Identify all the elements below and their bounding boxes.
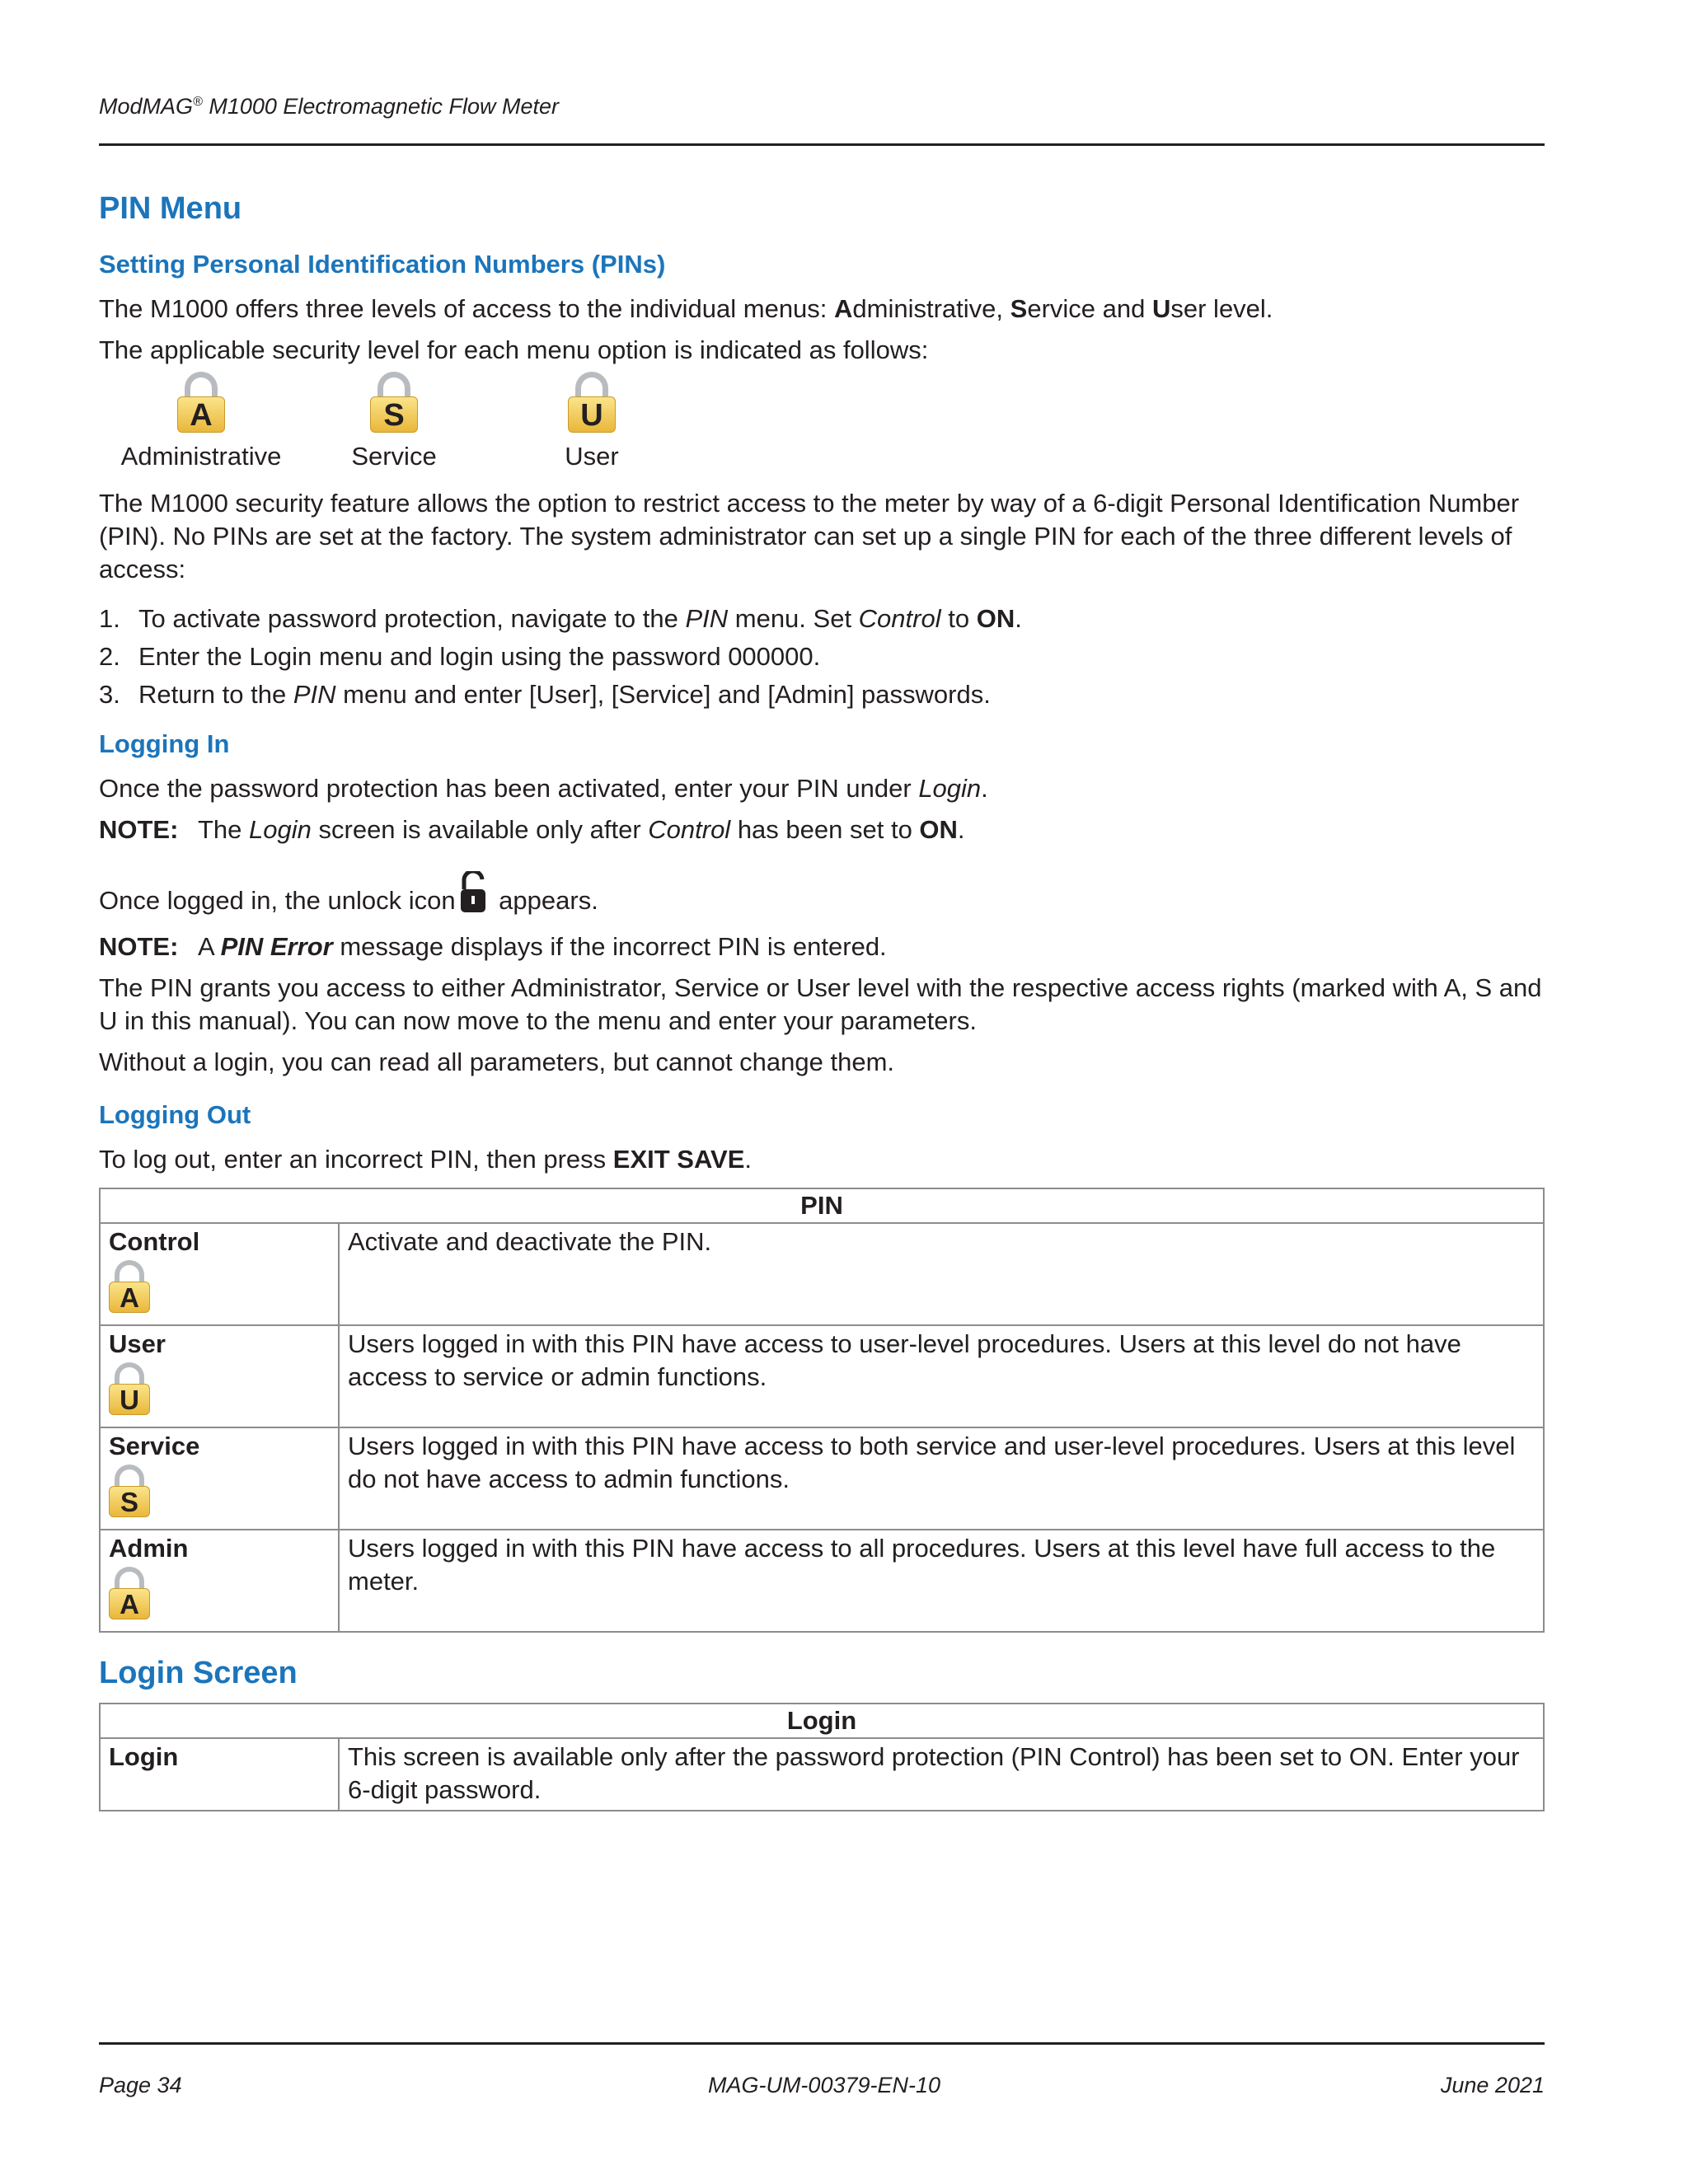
registered-mark: ® [193,95,203,109]
logging-in-paragraph: Once the password protection has been activated, enter your PIN under Login. [99,774,988,803]
row-name: Login [100,1738,339,1811]
legend-service [332,372,456,471]
legend-administrative [119,372,284,471]
pin-table [99,1188,1545,1633]
lock-u-icon: U [568,372,616,433]
section-title-pin-menu: PIN Menu [99,191,242,226]
row-description: Activate and deactivate the PIN. [339,1223,1544,1325]
legend-label: Service [351,442,437,471]
row-description: Users logged in with this PIN have access to all procedures. Users at this level have full access to the meter. [339,1530,1544,1632]
table-header-row [100,1188,1544,1223]
table-row [100,1427,1544,1530]
header-rule [99,143,1545,146]
access-levels-intro: The M1000 offers three levels of access to the individual menus: Administrative, Service and User level. [99,294,1273,323]
running-header [99,94,559,120]
heading-logging-in: Logging In [99,729,230,758]
security-level-legend [99,372,1550,492]
footer-rule [99,2042,1545,2045]
lock-a-icon: A [177,372,225,433]
list-item: 1. To activate password protection, navigate to the PIN menu. Set Control to ON. [99,604,1022,633]
row-name: Admin A [100,1530,339,1632]
heading-logging-out: Logging Out [99,1100,251,1129]
list-item: 2. Enter the Login menu and login using the password 000000. [99,642,821,671]
lock-a-icon: A [109,1260,150,1313]
row-name: Service S [100,1427,339,1530]
page-content [99,191,1550,1811]
row-name: User U [100,1325,339,1427]
security-indicator-intro: The applicable security level for each menu option is indicated as follows: [99,335,929,364]
note-login-availability: NOTE: The Login screen is available only after Control has been set to ON. [99,815,965,844]
note-pin-error: NOTE: A PIN Error message displays if the incorrect PIN is entered. [99,932,887,961]
table-row [100,1325,1544,1427]
header-brand: ModMAG [99,94,194,119]
login-table [99,1703,1545,1811]
access-grants-paragraph: The PIN grants you access to either Administrator, Service or User level with the respective access rights (marked with A, S and U in this manual). You can now move to the menu and enter your parameters. [99,973,1542,1035]
security-feature-paragraph: The M1000 security feature allows the option to restrict access to the meter by way of a 6-digit Personal Identification Number (PIN). No PINs are set at the factory. The system administrator can set up a single PIN for each of the three different levels of access: [99,489,1520,583]
legend-user [542,372,641,471]
lock-u-icon: U [109,1362,150,1415]
table-row [100,1530,1544,1632]
row-description: Users logged in with this PIN have access to both service and user-level procedures. Users at this level do not have access to admin functions. [339,1427,1544,1530]
table-row [100,1223,1544,1325]
logging-out-paragraph: To log out, enter an incorrect PIN, then press EXIT SAVE. [99,1145,753,1174]
footer-date: June 2021 [1440,2073,1545,2097]
section-title-login-screen: Login Screen [99,1656,298,1690]
activation-steps [99,602,1550,711]
header-title: M1000 Electromagnetic Flow Meter [202,94,559,119]
footer-doc-id: MAG-UM-00379-EN-10 [707,2073,941,2097]
footer-page-number: Page 34 [99,2073,182,2097]
lock-s-icon: S [109,1465,150,1517]
heading-setting-pins: Setting Personal Identification Numbers (PINs) [99,250,666,279]
lock-a-icon: A [109,1567,150,1619]
lock-s-icon: S [370,372,418,433]
row-description: Users logged in with this PIN have access to user-level procedures. Users at this level do not have access to service or admin functions. [339,1325,1544,1427]
legend-label: User [565,442,619,471]
table-row [100,1738,1544,1811]
legend-label: Administrative [120,442,282,471]
login-table-title: Login [100,1704,1544,1738]
row-description: This screen is available only after the password protection (PIN Control) has been set to ON. Enter your 6-digit password. [339,1738,1544,1811]
row-name: Control A [100,1223,339,1325]
read-only-paragraph: Without a login, you can read all parameters, but cannot change them. [99,1047,895,1076]
list-item: 3. Return to the PIN menu and enter [User], [Service] and [Admin] passwords. [99,680,991,709]
pin-table-title: PIN [100,1188,1544,1223]
table-header-row [100,1704,1544,1738]
unlock-icon-paragraph: Once logged in, the unlock icon appears. [99,871,1550,922]
unlock-icon [459,871,489,922]
